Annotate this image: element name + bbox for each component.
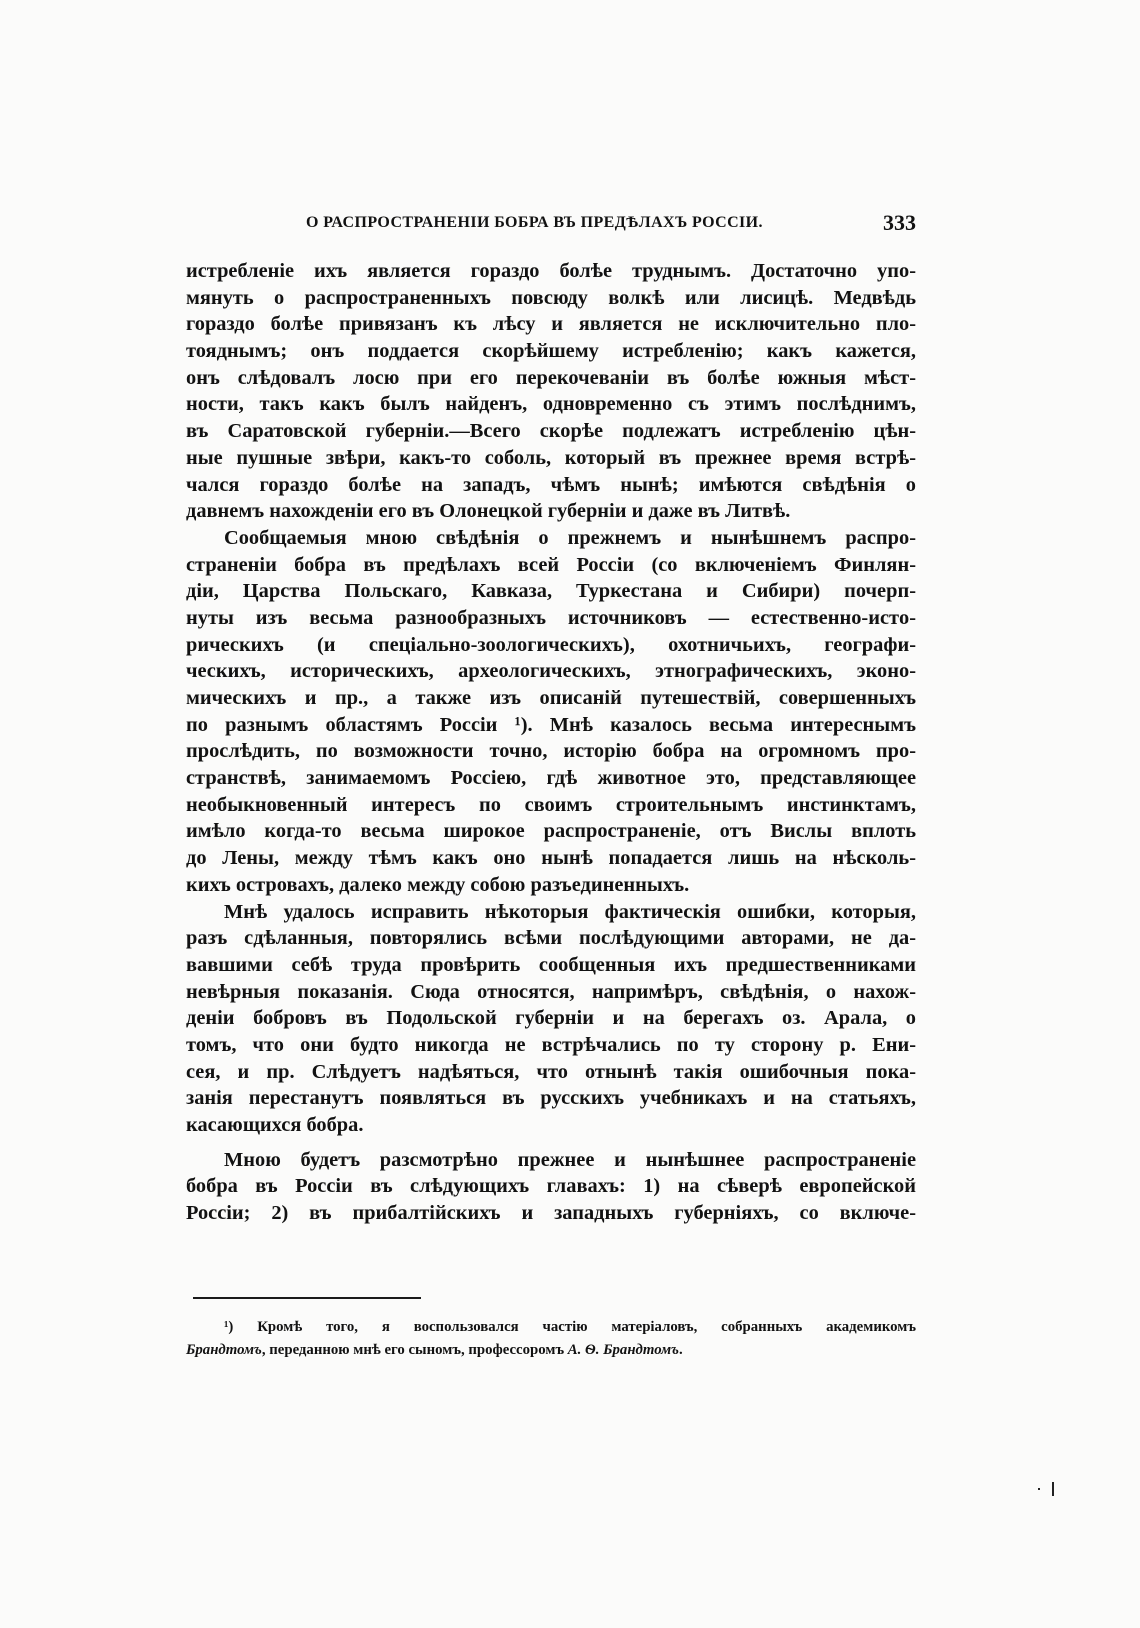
page-number: 333 [883, 210, 916, 235]
text-line: діи, Царства Польскаго, Кавказа, Туркестана и Сибири) почерп- [186, 580, 916, 603]
text-line: въ Саратовской губерніи.—Всего скорѣе подлежатъ истребленію цѣн- [186, 420, 916, 443]
text-line: до Лены, между тѣмъ какъ оно нынѣ попадается лишь на нѣсколь- [186, 847, 916, 870]
footnote-line [186, 1339, 916, 1362]
text-line: странствѣ, занимаемомъ Россіею, гдѣ животное это, представляющее [186, 767, 916, 790]
text-line: страненіи бобра въ предѣлахъ всей Россіи (со включеніемъ Финлян- [186, 553, 916, 576]
text-line: мянуть о распространенныхъ повсюду волкѣ или лисицѣ. Медвѣдь [186, 286, 916, 309]
text-line: ные пушные звѣри, какъ-то соболь, который въ прежнее время встрѣ- [186, 446, 916, 469]
text-line: онъ слѣдовалъ лосю при его перекочеваніи въ болѣе южныя мѣст- [186, 366, 916, 389]
text-line: чался гораздо болѣе на западъ, чѣмъ нынѣ; имѣются свѣдѣнія о [186, 473, 916, 496]
text-line: ности, такъ какъ былъ найденъ, одновременно съ этимъ послѣднимъ, [186, 393, 916, 416]
text-line: занія перестанутъ появляться въ русскихъ учебникахъ и на статьяхъ, [186, 1087, 916, 1110]
paragraph-start-line: Мнѣ удалось исправить нѣкоторыя фактическія ошибки, которыя, [224, 900, 916, 923]
paragraph-start-line: Сообщаемыя мною свѣдѣнія о прежнемъ и нынѣшнемъ распро- [224, 526, 916, 549]
text-line: вавшими себѣ труда провѣрить сообщенныя ихъ предшественниками [186, 953, 916, 976]
running-head [186, 210, 916, 240]
text-line: деніи бобровъ въ Подольской губерніи и на берегахъ оз. Арала, о [186, 1007, 916, 1030]
text-line: сея, и пр. Слѣдуетъ надѣяться, что отнынѣ такія ошибочныя пока- [186, 1060, 916, 1083]
text-line: рическихъ (и спеціально-зоологическихъ), охотничьихъ, географи- [186, 633, 916, 656]
text-line: касающихся бобра. [186, 1114, 364, 1136]
footnote-rule [193, 1297, 421, 1299]
footnote-name: Брандтомъ [186, 1342, 262, 1358]
text-line: мическихъ и пр., а также изъ описаній путешествій, совершенныхъ [186, 687, 916, 709]
footnote-initials: А. Ѳ. Брандтомъ [567, 1342, 679, 1358]
text-line: тояднымъ; онъ поддается скорѣйшему истребленію; какъ кажется, [186, 340, 916, 363]
text-line: имѣло когда-то весьма широкое распространеніе, отъ Вислы вплоть [186, 820, 916, 843]
text-line: гораздо болѣе привязанъ къ лѣсу и является не исключительно пло- [186, 313, 916, 336]
text-line: истребленіе ихъ является гораздо болѣе труднымъ. Достаточно упо- [186, 260, 916, 282]
body-text [186, 258, 916, 1227]
paragraph-start-line: Мною будетъ разсмотрѣно прежнее и нынѣшнее распространеніе [224, 1148, 916, 1171]
footnote-line: ¹) Кромѣ того, я воспользовался частію матеріаловъ, собранныхъ академикомъ [224, 1319, 916, 1335]
footnote-end: . [678, 1342, 683, 1358]
text-line: бобра въ Россіи въ слѣдующихъ главахъ: 1) на сѣверѣ европейской [186, 1175, 916, 1198]
text-line: по разнымъ областямъ Россіи ¹). Мнѣ казалось весьма интереснымъ [186, 713, 916, 736]
text-line: разъ сдѣланныя, повторялись всѣми послѣдующими авторами, не да- [186, 927, 916, 950]
text-line: невѣрныя показанія. Сюда относятся, напримѣръ, свѣдѣнія, о нахож- [186, 980, 916, 1003]
paragraph-gap [186, 1139, 916, 1147]
scan-mark [1052, 1482, 1054, 1496]
footnote-text: , переданною мнѣ его сыномъ, профессоромъ [261, 1342, 568, 1358]
text-line: нуты изъ весьма разнообразныхъ источниковъ — естественно-истo- [186, 606, 916, 629]
text-line: прослѣдить, по возможности точно, исторію бобра на огромномъ про- [186, 740, 916, 763]
text-line: томъ, что они будто никогда не встрѣчались по ту сторону р. Ени- [186, 1033, 916, 1056]
running-title: О РАСПРОСТРАНЕНІИ БОБРА ВЪ ПРЕДѢЛАХЪ РОССІИ. [306, 214, 763, 231]
text-line: ческихъ, историческихъ, археологическихъ, этнографическихъ, эконо- [186, 660, 916, 683]
footnote [186, 1316, 916, 1362]
text-line: кихъ островахъ, далеко между собою разъединенныхъ. [186, 873, 690, 896]
text-line: необыкновенный интересъ по своимъ строительнымъ инстинктамъ, [186, 793, 916, 816]
scan-mark [1038, 1488, 1040, 1490]
text-line: давнемъ нахожденіи его въ Олонецкой губерніи и даже въ Литвѣ. [186, 500, 791, 523]
text-line: Россіи; 2) въ прибалтійскихъ и западныхъ губерніяхъ, со включе- [186, 1202, 916, 1225]
